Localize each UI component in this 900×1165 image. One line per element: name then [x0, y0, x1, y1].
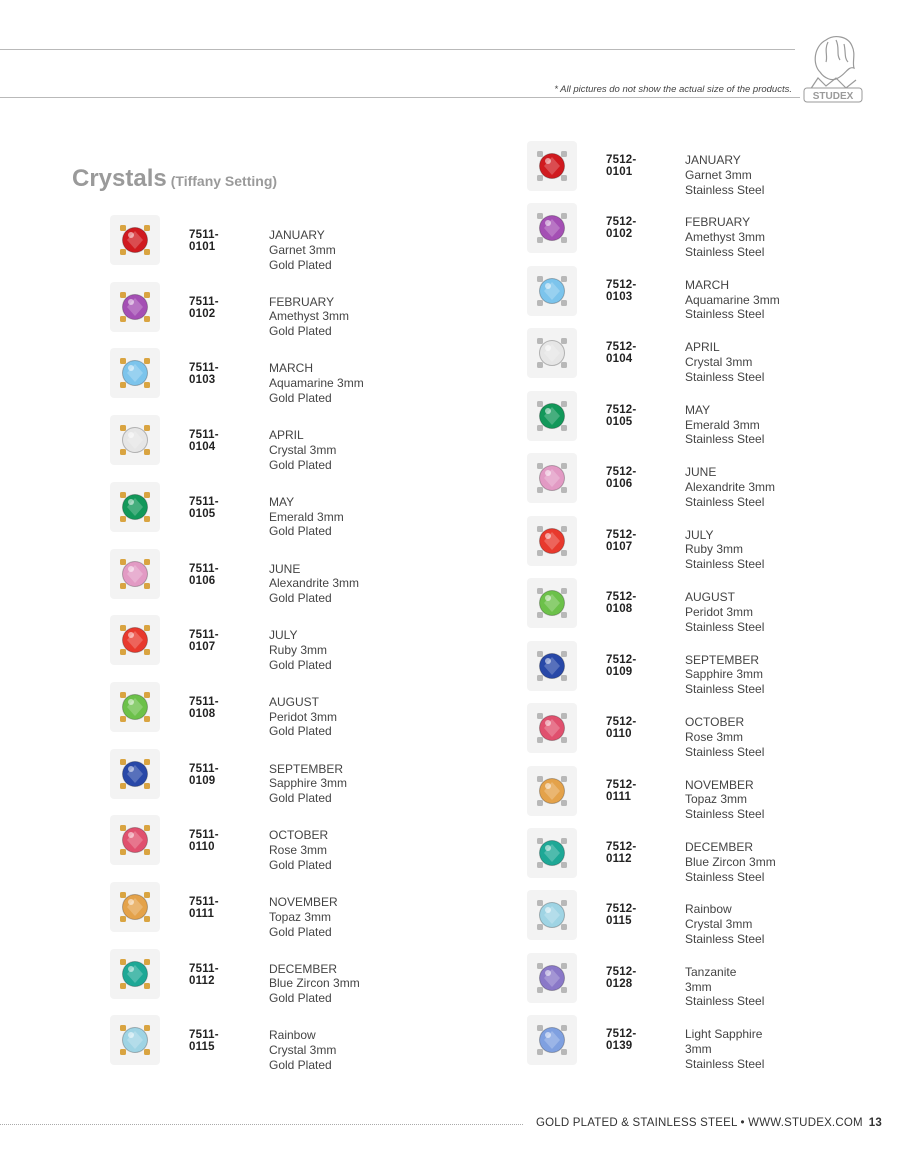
product-finish: Stainless Steel [685, 182, 765, 197]
product-code: 7512-0110 [606, 716, 637, 741]
product-finish: Gold Plated [269, 324, 332, 339]
product-finish: Stainless Steel [685, 869, 765, 884]
product-code: 7511-0108 [189, 695, 219, 720]
product-stone: Amethyst 3mm [685, 230, 766, 245]
product-code: 7512-0104 [606, 341, 637, 366]
product-finish: Stainless Steel [685, 494, 765, 509]
product-finish: Gold Plated [269, 657, 332, 672]
crystal-thumbnail [110, 1015, 160, 1065]
product-code: 7511-0105 [189, 495, 219, 520]
product-stone: Amethyst 3mm [269, 309, 350, 324]
product-month: MAY [685, 402, 711, 417]
product-stone: Alexandrite 3mm [685, 480, 776, 495]
product-finish: Stainless Steel [685, 994, 765, 1009]
product-finish: Gold Plated [269, 257, 332, 272]
crystal-thumbnail [527, 641, 577, 691]
product-month: DECEMBER [269, 961, 338, 976]
product-code: 7512-0106 [606, 466, 637, 491]
crystal-thumbnail [527, 516, 577, 566]
crystal-gem-icon [116, 621, 154, 659]
crystal-thumbnail [527, 328, 577, 378]
product-code: 7512-0108 [606, 591, 637, 616]
product-description [685, 403, 764, 447]
product-finish: Stainless Steel [685, 1056, 765, 1071]
header-rule-bottom [0, 97, 800, 98]
product-code: 7511-0101 [189, 229, 219, 253]
product-code: 7512-0115 [606, 903, 637, 928]
product-finish: Gold Plated [269, 857, 332, 872]
product-month: Light Sapphire [685, 1027, 763, 1042]
product-finish: Gold Plated [269, 724, 332, 739]
crystal-gem-icon [116, 688, 154, 726]
product-month: JULY [269, 628, 298, 643]
product-description [269, 361, 364, 405]
crystal-gem-icon [533, 334, 571, 372]
crystal-thumbnail [527, 703, 577, 753]
product-code: 7512-0111 [606, 778, 637, 803]
product-month: Tanzanite [685, 964, 737, 979]
product-description [685, 902, 764, 946]
product-month: APRIL [269, 428, 304, 443]
product-finish: Gold Plated [269, 1057, 332, 1072]
product-finish: Stainless Steel [685, 619, 765, 634]
product-month: JANUARY [685, 153, 741, 167]
product-month: JUNE [685, 465, 717, 480]
crystal-gem-icon [533, 522, 571, 560]
product-month: Rainbow [685, 902, 732, 917]
product-stone: Sapphire 3mm [685, 667, 764, 682]
product-code: 7511-0102 [189, 295, 219, 320]
product-stone: Sapphire 3mm [269, 776, 348, 791]
crystal-thumbnail [110, 348, 160, 398]
product-month: AUGUST [269, 694, 320, 709]
crystal-gem-icon [116, 888, 154, 926]
product-stone: Rose 3mm [685, 729, 744, 744]
product-stone: Garnet 3mm [269, 242, 336, 257]
product-month: NOVEMBER [685, 777, 754, 792]
product-code: 7512-0102 [606, 216, 637, 241]
crystal-thumbnail [110, 815, 160, 865]
crystal-gem-icon [116, 1021, 154, 1059]
product-month: APRIL [685, 340, 720, 355]
product-description [685, 528, 764, 572]
product-stone: Aquamarine 3mm [685, 292, 780, 307]
product-code: 7512-0105 [606, 403, 637, 428]
crystal-gem-icon [533, 397, 571, 435]
crystal-thumbnail [527, 766, 577, 816]
page-footer [536, 1117, 882, 1129]
crystal-gem-icon [116, 755, 154, 793]
crystal-gem-icon [533, 459, 571, 497]
product-finish: Stainless Steel [685, 807, 765, 822]
crystal-gem-icon [533, 209, 571, 247]
product-description [685, 840, 776, 884]
product-month: FEBRUARY [685, 215, 751, 230]
crystal-thumbnail [527, 266, 577, 316]
product-stone: Emerald 3mm [269, 509, 344, 524]
product-description [685, 590, 764, 634]
product-stone: Crystal 3mm [685, 355, 753, 370]
product-month: OCTOBER [685, 715, 745, 730]
crystal-thumbnail [527, 391, 577, 441]
svg-text:STUDEX: STUDEX [812, 91, 854, 102]
product-stone: 3mm [685, 1042, 712, 1057]
product-month: DECEMBER [685, 839, 754, 854]
crystal-gem-icon [116, 288, 154, 326]
page-number: 13 [868, 1117, 882, 1129]
crystal-gem-icon [533, 959, 571, 997]
product-description [685, 778, 764, 822]
product-month: NOVEMBER [269, 895, 338, 909]
product-code: 7511-0107 [189, 629, 219, 654]
product-description [269, 295, 349, 339]
product-finish: Gold Plated [269, 924, 332, 939]
product-description [269, 895, 338, 939]
crystal-gem-icon [116, 421, 154, 459]
crystal-gem-icon [533, 584, 571, 622]
product-stone: Blue Zircon 3mm [269, 976, 360, 991]
crystal-gem-icon [533, 709, 571, 747]
crystal-thumbnail [527, 1015, 577, 1065]
product-finish: Gold Plated [269, 991, 332, 1006]
product-stone: Emerald 3mm [685, 417, 760, 432]
product-month: Rainbow [269, 1028, 316, 1043]
crystal-thumbnail [110, 615, 160, 665]
product-description [269, 562, 359, 606]
crystal-gem-icon [116, 555, 154, 593]
product-finish: Stainless Steel [685, 557, 765, 572]
product-stone: Garnet 3mm [685, 167, 752, 182]
product-description [685, 715, 764, 759]
product-description [269, 495, 344, 539]
product-month: JANUARY [269, 228, 325, 242]
product-finish: Stainless Steel [685, 744, 765, 759]
product-stone: Ruby 3mm [685, 542, 744, 557]
crystal-thumbnail [527, 578, 577, 628]
product-description [269, 1028, 336, 1072]
product-description [269, 628, 332, 672]
product-code: 7511-0112 [189, 962, 219, 987]
product-stone: 3mm [685, 979, 712, 994]
product-description [685, 465, 775, 509]
product-finish: Stainless Steel [685, 682, 765, 697]
product-finish: Stainless Steel [685, 931, 765, 946]
product-description [269, 428, 336, 472]
crystal-thumbnail [527, 141, 577, 191]
product-code: 7511-0111 [189, 896, 219, 920]
product-code: 7511-0103 [189, 362, 219, 387]
product-stone: Crystal 3mm [269, 442, 337, 457]
product-code: 7511-0110 [189, 829, 219, 854]
product-description [269, 228, 336, 272]
product-stone: Ruby 3mm [269, 642, 328, 657]
product-description [685, 215, 765, 259]
product-stone: Aquamarine 3mm [269, 376, 364, 391]
product-stone: Blue Zircon 3mm [685, 854, 776, 869]
product-code: 7511-0104 [189, 429, 219, 454]
product-stone: Topaz 3mm [269, 909, 332, 924]
product-finish: Gold Plated [269, 591, 332, 606]
crystal-gem-icon [533, 834, 571, 872]
product-description [685, 653, 764, 697]
crystal-thumbnail [527, 453, 577, 503]
footer-text: GOLD PLATED & STAINLESS STEEL • WWW.STUDEX.COM [536, 1117, 863, 1129]
size-disclaimer: * All pictures do not show the actual size of the products. [554, 84, 792, 95]
product-month: AUGUST [685, 590, 736, 605]
product-description [269, 695, 337, 739]
product-month: JULY [685, 527, 714, 542]
crystal-gem-icon [533, 647, 571, 685]
crystal-thumbnail [110, 482, 160, 532]
product-finish: Gold Plated [269, 390, 332, 405]
product-description [685, 340, 764, 384]
product-description [685, 278, 780, 322]
header-rule-top [0, 49, 795, 50]
product-finish: Stainless Steel [685, 245, 765, 260]
product-month: MARCH [685, 277, 729, 292]
product-finish: Stainless Steel [685, 307, 765, 322]
product-stone: Crystal 3mm [269, 1043, 337, 1058]
footer-dotted-rule [0, 1124, 523, 1125]
crystal-thumbnail [110, 415, 160, 465]
product-code: 7512-0128 [606, 965, 637, 990]
product-month: MARCH [269, 361, 313, 376]
crystal-gem-icon [116, 821, 154, 859]
crystal-gem-icon [533, 1021, 571, 1059]
product-code: 7512-0139 [606, 1028, 637, 1053]
product-description [269, 828, 332, 872]
product-description [685, 965, 764, 1009]
crystal-thumbnail [527, 953, 577, 1003]
product-finish: Stainless Steel [685, 432, 765, 447]
product-code: 7512-0103 [606, 278, 637, 303]
title-sub: (Tiffany Setting) [170, 173, 278, 189]
product-code: 7512-0107 [606, 528, 637, 553]
product-description [685, 1027, 764, 1071]
crystal-gem-icon [533, 772, 571, 810]
product-code: 7511-0106 [189, 562, 219, 587]
product-month: SEPTEMBER [269, 761, 344, 776]
crystal-thumbnail [527, 890, 577, 940]
product-code: 7512-0109 [606, 653, 637, 678]
product-stone: Rose 3mm [269, 843, 328, 858]
product-stone: Alexandrite 3mm [269, 576, 360, 591]
crystal-thumbnail [110, 882, 160, 932]
product-code: 7511-0109 [189, 762, 219, 787]
product-stone: Crystal 3mm [685, 917, 753, 932]
crystal-gem-icon [116, 354, 154, 392]
page-title [72, 165, 277, 193]
product-month: MAY [269, 494, 295, 509]
product-finish: Gold Plated [269, 791, 332, 806]
crystal-thumbnail [527, 828, 577, 878]
product-stone: Peridot 3mm [685, 604, 754, 619]
crystal-thumbnail [110, 549, 160, 599]
product-description [269, 762, 347, 806]
crystal-thumbnail [110, 215, 160, 265]
crystal-thumbnail [110, 749, 160, 799]
title-main: Crystals [72, 165, 167, 192]
crystal-gem-icon [533, 896, 571, 934]
product-description [269, 962, 360, 1006]
crystal-gem-icon [116, 955, 154, 993]
crystal-gem-icon [116, 488, 154, 526]
product-month: SEPTEMBER [685, 652, 760, 667]
crystal-gem-icon [116, 221, 154, 259]
studex-logo-icon [802, 28, 864, 104]
product-finish: Gold Plated [269, 524, 332, 539]
product-code: 7512-0101 [606, 154, 637, 178]
product-description [685, 153, 764, 197]
crystal-gem-icon [533, 272, 571, 310]
product-month: FEBRUARY [269, 294, 335, 309]
product-month: OCTOBER [269, 828, 329, 843]
product-finish: Gold Plated [269, 457, 332, 472]
product-stone: Topaz 3mm [685, 792, 748, 807]
crystal-gem-icon [533, 147, 571, 185]
product-month: JUNE [269, 561, 301, 576]
product-code: 7511-0115 [189, 1029, 219, 1054]
product-finish: Stainless Steel [685, 369, 765, 384]
crystal-thumbnail [110, 682, 160, 732]
product-stone: Peridot 3mm [269, 709, 338, 724]
crystal-thumbnail [527, 203, 577, 253]
crystal-thumbnail [110, 282, 160, 332]
product-code: 7512-0112 [606, 840, 637, 865]
crystal-thumbnail [110, 949, 160, 999]
